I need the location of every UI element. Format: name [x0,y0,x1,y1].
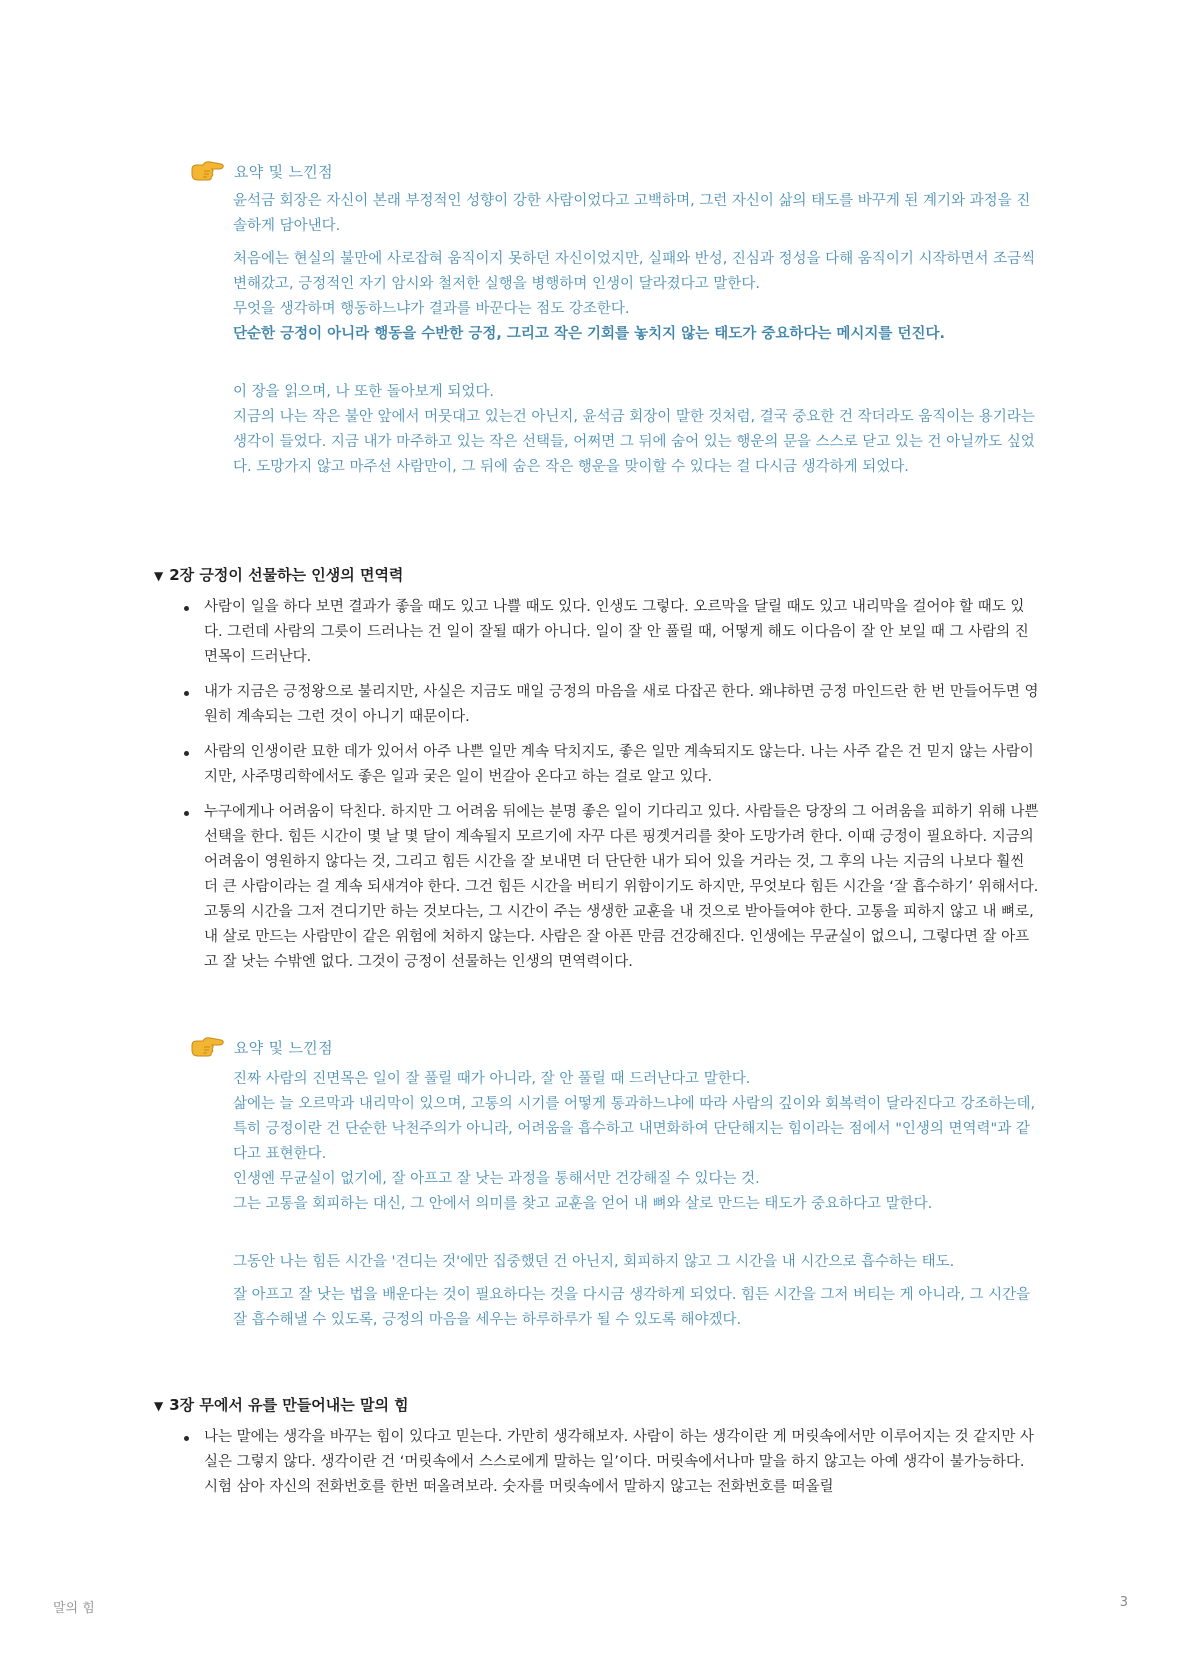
summary-paragraph: 진짜 사람의 진면목은 일이 잘 풀릴 때가 아니라, 잘 안 풀릴 때 드러난다고 말한다. [233,1071,751,1087]
toggle-arrow-icon[interactable]: ▼ [154,1399,164,1413]
chapter-2-bullet-list [182,595,1042,985]
list-item-text: 누구에게나 어려움이 닥친다. 하지만 그 어려움 뒤에는 분명 좋은 일이 기다리고 있다. 사람들은 당장의 그 어려움을 피하기 위해 나쁜 선택을 한다. 힘든 시간이 몇 날 몇 달이 계속될지 모르기에 자꾸 다른 핑곗거리를 찾아 도망가려 한다. 이때 긍정이 필요하다. 지금의 어려움이 영원하지 않다는 것, 그리고 힘든 시간을 잘 보내면 더 단단한 내가 되어 있을 거라는 것, 그 후의 나는 지금의 나보다 훨씬 더 큰 사람이라는 걸 계속 되새겨야 한다. 그건 힘든 시간을 버티기 위함이기도 하지만, 무엇보다 힘든 시간을 ‘잘 흡수하기’ 위해서다. 고통의 시간을 그저 견디기만 하는 것보다는, 그 시간이 주는 생생한 교훈을 내 것으로 받아들여야 한다. 고통을 피하지 않고 내 뼈로, 내 살로 만드는 사람만이 같은 위험에 처하지 않는다. 사람은 잘 아픈 만큼 건강해진다. 인생에는 무균실이 없으니, 그렇다면 잘 아프고 잘 낫는 수밖엔 없다. 그것이 긍정이 선물하는 인생의 면역력이다. [204,804,1039,970]
pointing-hand-icon [190,159,224,183]
summary-key-message: 단순한 긍정이 아니라 행동을 수반한 긍정, 그리고 작은 기회를 놓치지 않는 태도가 중요하다는 메시지를 던진다. [233,326,946,342]
bullet-icon [184,811,189,816]
bullet-icon [184,691,189,696]
page-number: 3 [1119,1595,1128,1610]
list-item [182,800,1042,975]
bullet-icon [184,751,189,756]
chapter-3-heading[interactable] [154,1394,409,1415]
toggle-arrow-icon[interactable]: ▼ [154,569,164,583]
summary-paragraph: 삶에는 늘 오르막과 내리막이 있으며, 고통의 시기를 어떻게 통과하느냐에 따라 사람의 깊이와 회복력이 달라진다고 강조하는데, 특히 긍정이란 건 단순한 낙천주의가 아니라, 어려움을 흡수하고 내면화하여 단단해지는 힘이라는 점에서 "인생의 면역력"과 같다고 표현한다. [233,1096,1036,1162]
summary-block-2 [190,1037,1040,1333]
chapter-3-bullet-list [182,1425,1042,1510]
chapter-2-heading[interactable] [154,564,403,585]
chapter-2-title: 2장 긍정이 선물하는 인생의 면역력 [169,566,404,584]
summary-paragraph: 그는 고통을 회피하는 대신, 그 안에서 의미를 찾고 교훈을 얻어 내 뼈와 살로 만드는 태도가 중요하다고 말한다. [233,1196,933,1212]
bullet-icon [184,1436,189,1441]
chapter-3-title: 3장 무에서 유를 만들어내는 말의 힘 [169,1396,409,1414]
summary-block-1 [190,161,1040,480]
summary-paragraph: 무엇을 생각하며 행동하느냐가 결과를 바꾼다는 점도 강조한다. [233,301,630,317]
reflection-paragraph: 잘 아프고 잘 낫는 법을 배운다는 것이 필요하다는 것을 다시금 생각하게 되었다. 힘든 시간을 그저 버티는 게 아니라, 그 시간을 잘 흡수해낼 수 있도록, 긍정의 마음을 세우는 하루하루가 될 수 있도록 해야겠다. [233,1287,1031,1328]
summary-paragraph: 처음에는 현실의 불만에 사로잡혀 움직이지 못하던 자신이었지만, 실패와 반성, 진심과 정성을 다해 움직이기 시작하면서 조금씩 변해갔고, 긍정적인 자기 암시와 철저한 실행을 병행하며 인생이 달라졌다고 말한다. [233,251,1036,292]
summary-title: 요약 및 느낀점 [234,1039,333,1057]
list-item [182,740,1042,790]
reflection-paragraph: 지금의 나는 작은 불안 앞에서 머뭇대고 있는건 아닌지, 윤석금 회장이 말한 것처럼, 결국 중요한 건 작더라도 움직이는 용기라는 생각이 들었다. 지금 내가 마주하고 있는 작은 선택들, 어쩌면 그 뒤에 숨어 있는 행운의 문을 스스로 닫고 있는 건 아닐까도 싶었다. 도망가지 않고 마주선 사람만이, 그 뒤에 숨은 작은 행운을 맞이할 수 있다는 걸 다시금 생각하게 되었다. [233,409,1035,475]
bullet-icon [184,606,189,611]
summary-paragraph: 윤석금 회장은 자신이 본래 부정적인 성향이 강한 사람이었다고 고백하며, 그런 자신이 삶의 태도를 바꾸게 된 계기와 과정을 진솔하게 담아낸다. [233,193,1031,234]
list-item-text: 나는 말에는 생각을 바꾸는 힘이 있다고 믿는다. 가만히 생각해보자. 사람이 하는 생각이란 게 머릿속에서만 이루어지는 것 같지만 사실은 그렇지 않다. 생각이란 건 ‘머릿속에서 스스로에게 말하는 일’이다. 머릿속에서나마 말을 하지 않고는 아예 생각이 불가능하다. 시험 삼아 자신의 전화번호를 한번 떠올려보라. 숫자를 머릿속에서 말하지 않고는 전화번호를 떠올릴 [204,1429,1034,1495]
summary-paragraph: 인생엔 무균실이 없기에, 잘 아프고 잘 낫는 과정을 통해서만 건강해질 수 있다는 것. [233,1171,760,1187]
list-item-text: 사람이 일을 하다 보면 결과가 좋을 때도 있고 나쁠 때도 있다. 인생도 그렇다. 오르막을 달릴 때도 있고 내리막을 걸어야 할 때도 있다. 그런데 사람의 그릇이 드러나는 건 일이 잘될 때가 아니다. 일이 잘 안 풀릴 때, 어떻게 해도 이다음이 잘 안 보일 때 그 사람의 진면목이 드러난다. [204,599,1029,665]
summary-title: 요약 및 느낀점 [234,163,333,181]
summary-body [233,189,1040,480]
list-item-text: 내가 지금은 긍정왕으로 불리지만, 사실은 지금도 매일 긍정의 마음을 새로 다잡곤 한다. 왜냐하면 긍정 마인드란 한 번 만들어두면 영원히 계속되는 그런 것이 아니기 때문이다. [204,684,1039,725]
footer-document-title: 말의 힘 [53,1601,95,1616]
list-item [182,595,1042,670]
summary-header [190,161,1040,185]
reflection-paragraph: 이 장을 읽으며, 나 또한 돌아보게 되었다. [233,384,494,400]
pointing-hand-icon [190,1035,224,1059]
list-item [182,1425,1042,1500]
summary-header [190,1037,1040,1061]
summary-body [233,1067,1040,1333]
list-item [182,680,1042,730]
list-item-text: 사람의 인생이란 묘한 데가 있어서 아주 나쁜 일만 계속 닥치지도, 좋은 일만 계속되지도 않는다. 나는 사주 같은 건 믿지 않는 사람이지만, 사주명리학에서도 좋은 일과 궂은 일이 번갈아 온다고 하는 걸로 알고 있다. [204,744,1034,785]
reflection-paragraph: 그동안 나는 힘든 시간을 '견디는 것'에만 집중했던 건 아닌지, 회피하지 않고 그 시간을 내 시간으로 흡수하는 태도. [233,1254,955,1270]
